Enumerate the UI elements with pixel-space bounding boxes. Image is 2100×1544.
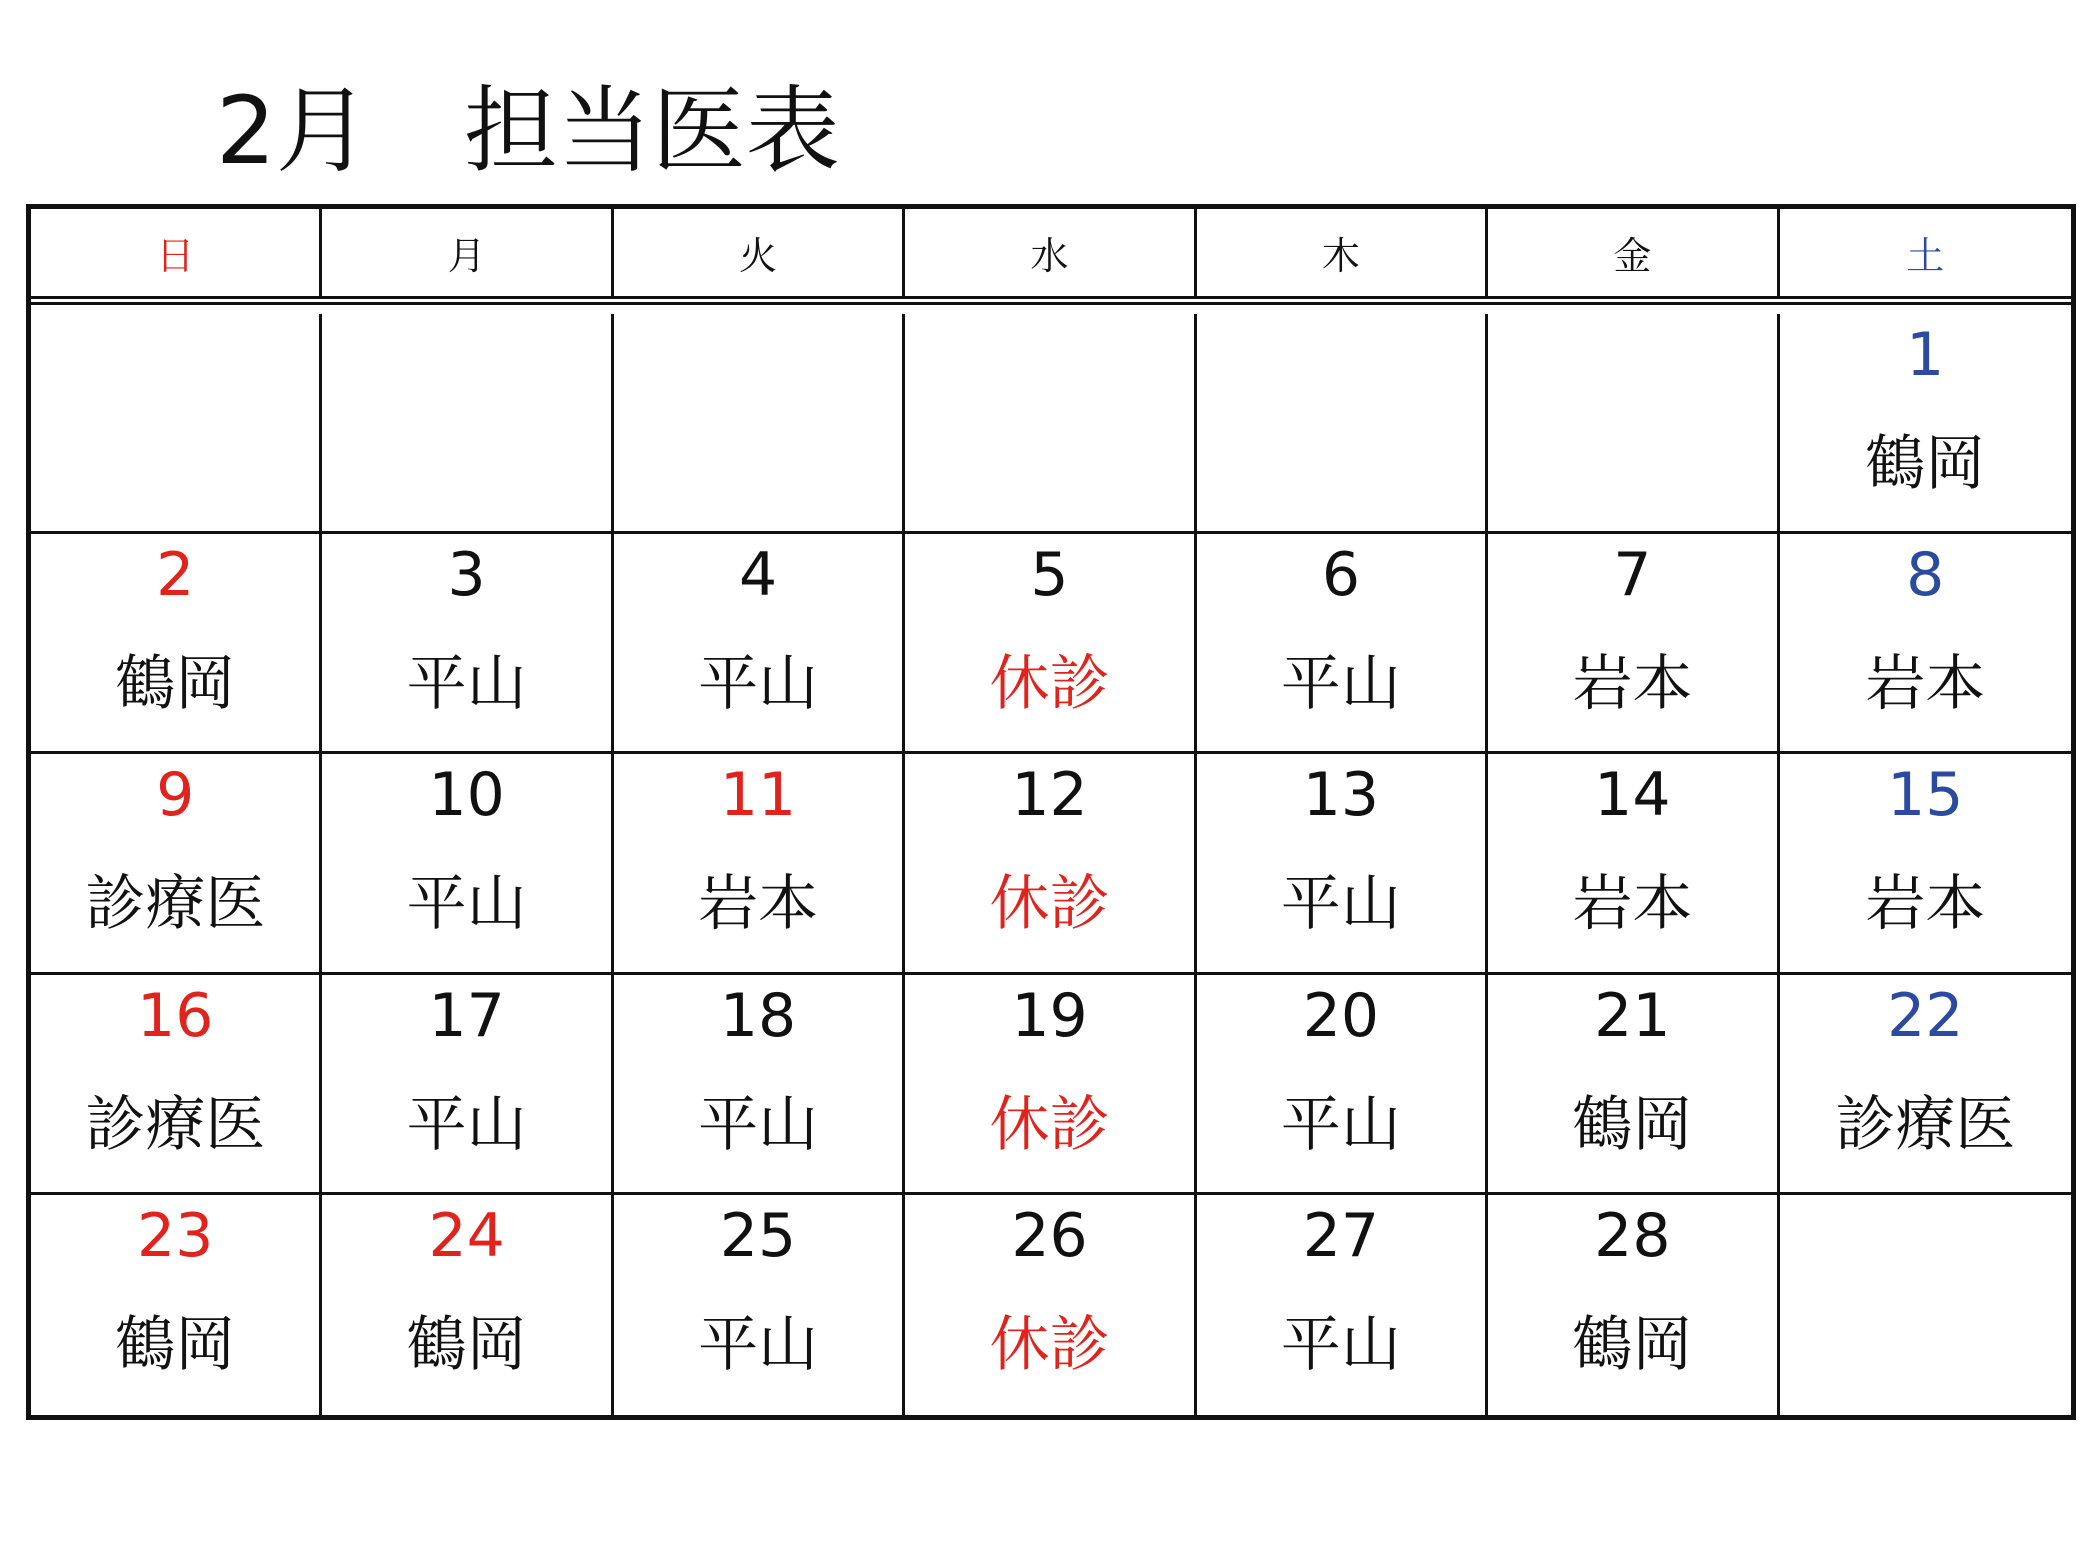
calendar-day-cell bbox=[1488, 754, 1779, 974]
doctor-name: 診療医 bbox=[1835, 1089, 2016, 1160]
weekday-label: 火 bbox=[739, 234, 778, 278]
doctor-name: 診療医 bbox=[85, 1089, 266, 1160]
calendar-day-cell bbox=[1488, 1195, 1779, 1415]
day-number: 6 bbox=[1321, 540, 1361, 611]
doctor-name: 岩本 bbox=[1865, 869, 1986, 940]
day-number: 17 bbox=[428, 980, 505, 1051]
calendar-day-cell bbox=[1780, 1195, 2071, 1415]
day-number: 2 bbox=[156, 540, 195, 611]
calendar-day-cell bbox=[905, 1195, 1196, 1415]
doctor-name: 平山 bbox=[1280, 649, 1401, 720]
day-number: 3 bbox=[447, 540, 486, 611]
day-number: 26 bbox=[1011, 1200, 1088, 1271]
day-number: 14 bbox=[1594, 760, 1671, 831]
calendar-day-cell bbox=[905, 754, 1196, 974]
day-number: 20 bbox=[1302, 980, 1380, 1051]
weekday-label: 日 bbox=[156, 234, 195, 278]
calendar-day-cell bbox=[322, 975, 613, 1195]
calendar-day-cell bbox=[905, 534, 1196, 754]
doctor-name: 鶴岡 bbox=[1572, 1089, 1693, 1160]
doctor-name: 鶴岡 bbox=[1572, 1309, 1693, 1380]
calendar-day-cell bbox=[31, 975, 322, 1195]
day-number: 28 bbox=[1594, 1200, 1671, 1271]
day-number: 1 bbox=[1906, 320, 1945, 390]
doctor-name: 岩本 bbox=[1572, 649, 1693, 720]
calendar-day-cell bbox=[614, 1195, 905, 1415]
weekday-tue bbox=[614, 209, 905, 296]
weekday-label: 土 bbox=[1906, 234, 1945, 278]
calendar-day-cell bbox=[1197, 314, 1488, 534]
day-number: 27 bbox=[1302, 1200, 1380, 1271]
doctor-calendar bbox=[26, 204, 2076, 1420]
weekday-mon bbox=[322, 209, 613, 296]
doctor-name: 休診 bbox=[989, 1089, 1110, 1160]
doctor-name: 岩本 bbox=[1572, 869, 1693, 940]
day-number: 18 bbox=[719, 980, 797, 1051]
doctor-name: 診療医 bbox=[85, 869, 266, 940]
calendar-day-cell bbox=[31, 314, 322, 534]
calendar-day-cell bbox=[614, 534, 905, 754]
doctor-name: 平山 bbox=[1280, 869, 1401, 940]
doctor-name: 鶴岡 bbox=[406, 1309, 527, 1380]
day-number: 23 bbox=[137, 1200, 214, 1271]
doctor-name: 休診 bbox=[989, 869, 1110, 940]
calendar-day-cell bbox=[322, 314, 613, 534]
doctor-name: 平山 bbox=[406, 869, 527, 940]
calendar-day-cell bbox=[614, 754, 905, 974]
doctor-name: 平山 bbox=[1280, 1089, 1401, 1160]
calendar-day-cell bbox=[322, 534, 613, 754]
weekday-fri bbox=[1488, 209, 1779, 296]
day-number: 9 bbox=[156, 760, 195, 831]
weekday-thu bbox=[1197, 209, 1488, 296]
doctor-name: 岩本 bbox=[698, 869, 819, 940]
doctor-name: 平山 bbox=[698, 1309, 819, 1380]
calendar-day-cell bbox=[1488, 314, 1779, 534]
doctor-name: 休診 bbox=[989, 649, 1110, 720]
day-number: 10 bbox=[428, 760, 505, 831]
calendar-day-cell bbox=[31, 1195, 322, 1415]
day-number: 5 bbox=[1030, 540, 1069, 611]
doctor-name: 平山 bbox=[698, 1089, 819, 1160]
calendar-day-cell bbox=[1197, 534, 1488, 754]
weekday-sun bbox=[31, 209, 322, 296]
calendar-day-cell bbox=[1197, 1195, 1488, 1415]
calendar-day-cell bbox=[322, 1195, 613, 1415]
day-number: 21 bbox=[1594, 980, 1671, 1051]
day-number: 13 bbox=[1302, 760, 1380, 831]
weekday-header-row bbox=[31, 209, 2071, 305]
day-number: 16 bbox=[137, 980, 214, 1051]
calendar-day-cell bbox=[1780, 314, 2071, 534]
day-number: 7 bbox=[1613, 540, 1652, 611]
doctor-name: 平山 bbox=[406, 649, 527, 720]
weekday-sat bbox=[1780, 209, 2071, 296]
calendar-day-cell bbox=[1488, 975, 1779, 1195]
calendar-day-cell bbox=[31, 754, 322, 974]
calendar-day-cell bbox=[1780, 975, 2071, 1195]
calendar-day-cell bbox=[322, 754, 613, 974]
calendar-day-cell bbox=[1488, 534, 1779, 754]
calendar-day-cell bbox=[1197, 754, 1488, 974]
weekday-wed bbox=[905, 209, 1196, 296]
doctor-name: 鶴岡 bbox=[115, 649, 236, 720]
calendar-day-cell bbox=[614, 975, 905, 1195]
calendar-day-cell bbox=[31, 534, 322, 754]
day-number: 24 bbox=[428, 1200, 505, 1271]
doctor-name: 岩本 bbox=[1865, 649, 1986, 720]
calendar-day-cell bbox=[905, 975, 1196, 1195]
doctor-name: 鶴岡 bbox=[115, 1309, 236, 1380]
day-number: 25 bbox=[719, 1200, 797, 1271]
weekday-label: 水 bbox=[1030, 234, 1069, 278]
day-number: 11 bbox=[719, 760, 797, 831]
calendar-day-cell bbox=[1197, 975, 1488, 1195]
day-number: 15 bbox=[1887, 760, 1964, 831]
day-number: 8 bbox=[1906, 540, 1945, 611]
doctor-name: 平山 bbox=[1280, 1309, 1401, 1380]
doctor-name: 休診 bbox=[989, 1309, 1110, 1380]
calendar-day-cell bbox=[1780, 754, 2071, 974]
day-number: 4 bbox=[738, 540, 778, 611]
weekday-label: 木 bbox=[1321, 234, 1360, 278]
weekday-label: 金 bbox=[1613, 234, 1652, 278]
calendar-day-cell bbox=[905, 314, 1196, 534]
doctor-name: 平山 bbox=[698, 649, 819, 720]
doctor-name: 平山 bbox=[406, 1089, 527, 1160]
weekday-label: 月 bbox=[447, 234, 486, 278]
calendar-body bbox=[31, 314, 2071, 1415]
doctor-name: 鶴岡 bbox=[1865, 429, 1986, 499]
day-number: 19 bbox=[1011, 980, 1088, 1051]
calendar-day-cell bbox=[1780, 534, 2071, 754]
day-number: 12 bbox=[1011, 760, 1088, 831]
day-number: 22 bbox=[1887, 980, 1964, 1051]
page-title: 2月 担当医表 bbox=[216, 77, 840, 186]
calendar-day-cell bbox=[614, 314, 905, 534]
